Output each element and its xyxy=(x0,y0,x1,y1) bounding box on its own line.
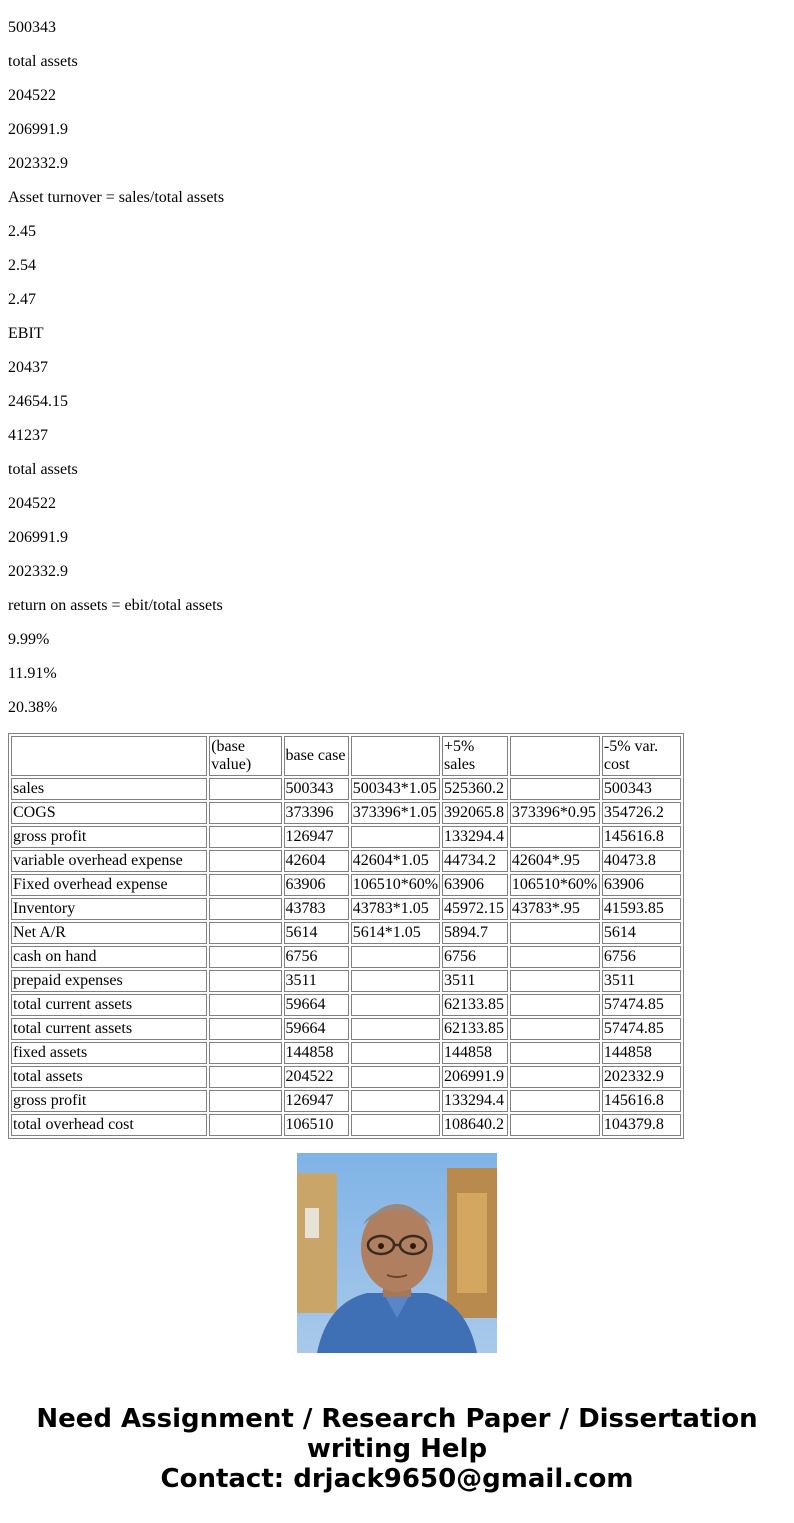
line-roa-plus5: 11.91% xyxy=(8,665,57,682)
table-header-cell: base case xyxy=(284,736,349,776)
table-row xyxy=(11,1114,681,1136)
table-row xyxy=(11,850,681,872)
table-cell: 42604 xyxy=(284,850,349,872)
table-cell: 43783*.95 xyxy=(510,898,600,920)
table-row-label: variable overhead expense xyxy=(11,850,207,872)
contact-banner xyxy=(0,1404,794,1494)
table-row xyxy=(11,778,681,800)
table-cell: 3511 xyxy=(602,970,681,992)
table-cell: 126947 xyxy=(284,1090,349,1112)
table-row-label: total current assets xyxy=(11,1018,207,1040)
cta-line-1: Need Assignment / Research Paper / Dissertation xyxy=(36,1404,758,1434)
line-ebit-label: EBIT xyxy=(8,325,44,342)
table-cell: 525360.2 xyxy=(442,778,508,800)
table-cell xyxy=(510,1066,600,1088)
table-cell xyxy=(209,1018,281,1040)
table-row-label: total overhead cost xyxy=(11,1114,207,1136)
table-row-label: gross profit xyxy=(11,826,207,848)
table-cell: 3511 xyxy=(442,970,508,992)
table-cell: 106510*60% xyxy=(351,874,440,896)
table-cell: 108640.2 xyxy=(442,1114,508,1136)
line-total-assets-label-2: total assets xyxy=(8,461,78,478)
table-cell xyxy=(510,994,600,1016)
author-avatar xyxy=(297,1153,497,1353)
table-cell xyxy=(351,946,440,968)
table-cell: 133294.4 xyxy=(442,1090,508,1112)
table-row xyxy=(11,994,681,1016)
table-cell xyxy=(209,922,281,944)
table-cell xyxy=(209,802,281,824)
table-cell: 63906 xyxy=(442,874,508,896)
table-row-label: Inventory xyxy=(11,898,207,920)
table-row xyxy=(11,874,681,896)
table-cell xyxy=(351,1018,440,1040)
table-cell xyxy=(510,1018,600,1040)
table-row-label: COGS xyxy=(11,802,207,824)
line-asset-turnover-plus5: 2.54 xyxy=(8,257,36,274)
table-cell: 45972.15 xyxy=(442,898,508,920)
table-cell: 500343 xyxy=(602,778,681,800)
table-cell xyxy=(510,1042,600,1064)
table-cell xyxy=(351,826,440,848)
line-total-assets-plus5: 206991.9 xyxy=(8,121,68,138)
table-cell xyxy=(209,1114,281,1136)
table-cell xyxy=(510,946,600,968)
table-header-cell: +5% sales xyxy=(442,736,508,776)
table-cell: 6756 xyxy=(602,946,681,968)
table-cell: 126947 xyxy=(284,826,349,848)
table-row-label: Fixed overhead expense xyxy=(11,874,207,896)
line-roa-minus5: 20.38% xyxy=(8,699,58,716)
table-row-label: total assets xyxy=(11,1066,207,1088)
table-header-cell xyxy=(351,736,440,776)
table-cell: 500343 xyxy=(284,778,349,800)
table-cell: 62133.85 xyxy=(442,1018,508,1040)
table-cell: 133294.4 xyxy=(442,826,508,848)
table-cell xyxy=(351,1066,440,1088)
table-header-cell xyxy=(11,736,207,776)
table-cell: 40473.8 xyxy=(602,850,681,872)
table-cell xyxy=(351,1114,440,1136)
table-cell: 3511 xyxy=(284,970,349,992)
table-row xyxy=(11,1066,681,1088)
table-cell: 6756 xyxy=(442,946,508,968)
table-cell xyxy=(510,922,600,944)
table-cell xyxy=(209,874,281,896)
table-cell xyxy=(209,850,281,872)
table-cell xyxy=(510,970,600,992)
table-row-label: total current assets xyxy=(11,994,207,1016)
table-row xyxy=(11,1090,681,1112)
table-row-label: cash on hand xyxy=(11,946,207,968)
financial-table-container xyxy=(8,733,686,1133)
table-cell xyxy=(209,898,281,920)
line-total-assets-base-2: 204522 xyxy=(8,495,56,512)
line-asset-turnover-minus5: 2.47 xyxy=(8,291,36,308)
table-cell xyxy=(351,1042,440,1064)
table-cell xyxy=(209,1042,281,1064)
table-cell: 62133.85 xyxy=(442,994,508,1016)
table-cell: 6756 xyxy=(284,946,349,968)
table-row xyxy=(11,922,681,944)
table-cell: 5614 xyxy=(602,922,681,944)
table-cell xyxy=(510,826,600,848)
table-cell: 145616.8 xyxy=(602,1090,681,1112)
table-cell: 204522 xyxy=(284,1066,349,1088)
line-ebit-minus5: 41237 xyxy=(8,427,48,444)
table-row xyxy=(11,898,681,920)
table-cell: 373396*0.95 xyxy=(510,802,600,824)
table-cell: 42604*.95 xyxy=(510,850,600,872)
table-cell: 57474.85 xyxy=(602,1018,681,1040)
table-header-row xyxy=(11,736,681,776)
table-cell xyxy=(209,778,281,800)
table-cell: 206991.9 xyxy=(442,1066,508,1088)
table-cell xyxy=(510,1114,600,1136)
line-asset-turnover-formula: Asset turnover = sales/total assets xyxy=(8,189,225,206)
line-total-assets-minus5-2: 202332.9 xyxy=(8,563,68,580)
line-roa-base: 9.99% xyxy=(8,631,50,648)
table-row xyxy=(11,1042,681,1064)
table-cell: 63906 xyxy=(602,874,681,896)
table-header-cell xyxy=(510,736,600,776)
line-roa-formula: return on assets = ebit/total assets xyxy=(8,597,223,614)
table-cell xyxy=(510,1090,600,1112)
table-cell: 59664 xyxy=(284,1018,349,1040)
table-row-label: fixed assets xyxy=(11,1042,207,1064)
table-row xyxy=(11,970,681,992)
table-cell: 106510 xyxy=(284,1114,349,1136)
table-cell: 5894.7 xyxy=(442,922,508,944)
table-cell: 144858 xyxy=(602,1042,681,1064)
cta-line-3: Contact: drjack9650@gmail.com xyxy=(160,1464,634,1494)
table-cell xyxy=(351,1090,440,1112)
table-cell: 144858 xyxy=(442,1042,508,1064)
line-total-assets-label: total assets xyxy=(8,53,78,70)
author-photo-icon xyxy=(297,1153,497,1353)
table-cell: 41593.85 xyxy=(602,898,681,920)
table-cell: 59664 xyxy=(284,994,349,1016)
table-header-cell: (base value) xyxy=(209,736,281,776)
table-cell: 63906 xyxy=(284,874,349,896)
financial-table xyxy=(8,733,684,1139)
table-cell xyxy=(209,946,281,968)
table-cell xyxy=(209,1066,281,1088)
table-cell: 144858 xyxy=(284,1042,349,1064)
line-total-assets-minus5: 202332.9 xyxy=(8,155,68,172)
table-cell: 500343*1.05 xyxy=(351,778,440,800)
line-total-assets-plus5-2: 206991.9 xyxy=(8,529,68,546)
table-cell: 57474.85 xyxy=(602,994,681,1016)
table-cell xyxy=(510,778,600,800)
table-cell xyxy=(209,1090,281,1112)
line-asset-turnover-base: 2.45 xyxy=(8,223,36,240)
table-cell: 42604*1.05 xyxy=(351,850,440,872)
table-row xyxy=(11,802,681,824)
table-cell: 5614*1.05 xyxy=(351,922,440,944)
table-row xyxy=(11,826,681,848)
table-cell: 373396*1.05 xyxy=(351,802,440,824)
cta-line-2: writing Help xyxy=(306,1434,488,1464)
table-cell xyxy=(209,826,281,848)
table-row-label: gross profit xyxy=(11,1090,207,1112)
table-cell xyxy=(209,994,281,1016)
table-cell: 43783*1.05 xyxy=(351,898,440,920)
table-cell xyxy=(209,970,281,992)
table-cell: 354726.2 xyxy=(602,802,681,824)
text-lines xyxy=(8,19,224,733)
line-total-assets-base: 204522 xyxy=(8,87,56,104)
table-cell: 145616.8 xyxy=(602,826,681,848)
table-cell: 106510*60% xyxy=(510,874,600,896)
table-row xyxy=(11,1018,681,1040)
table-cell: 392065.8 xyxy=(442,802,508,824)
line-ebit-plus5: 24654.15 xyxy=(8,393,68,410)
table-row-label: sales xyxy=(11,778,207,800)
table-cell: 44734.2 xyxy=(442,850,508,872)
line-sales-value: 500343 xyxy=(8,19,56,36)
table-cell: 202332.9 xyxy=(602,1066,681,1088)
table-cell: 5614 xyxy=(284,922,349,944)
table-header-cell: -5% var. cost xyxy=(602,736,681,776)
table-cell: 373396 xyxy=(284,802,349,824)
table-row-label: prepaid expenses xyxy=(11,970,207,992)
table-cell xyxy=(351,994,440,1016)
table-cell xyxy=(351,970,440,992)
line-ebit-base: 20437 xyxy=(8,359,48,376)
table-cell: 104379.8 xyxy=(602,1114,681,1136)
table-row-label: Net A/R xyxy=(11,922,207,944)
table-cell: 43783 xyxy=(284,898,349,920)
table-row xyxy=(11,946,681,968)
